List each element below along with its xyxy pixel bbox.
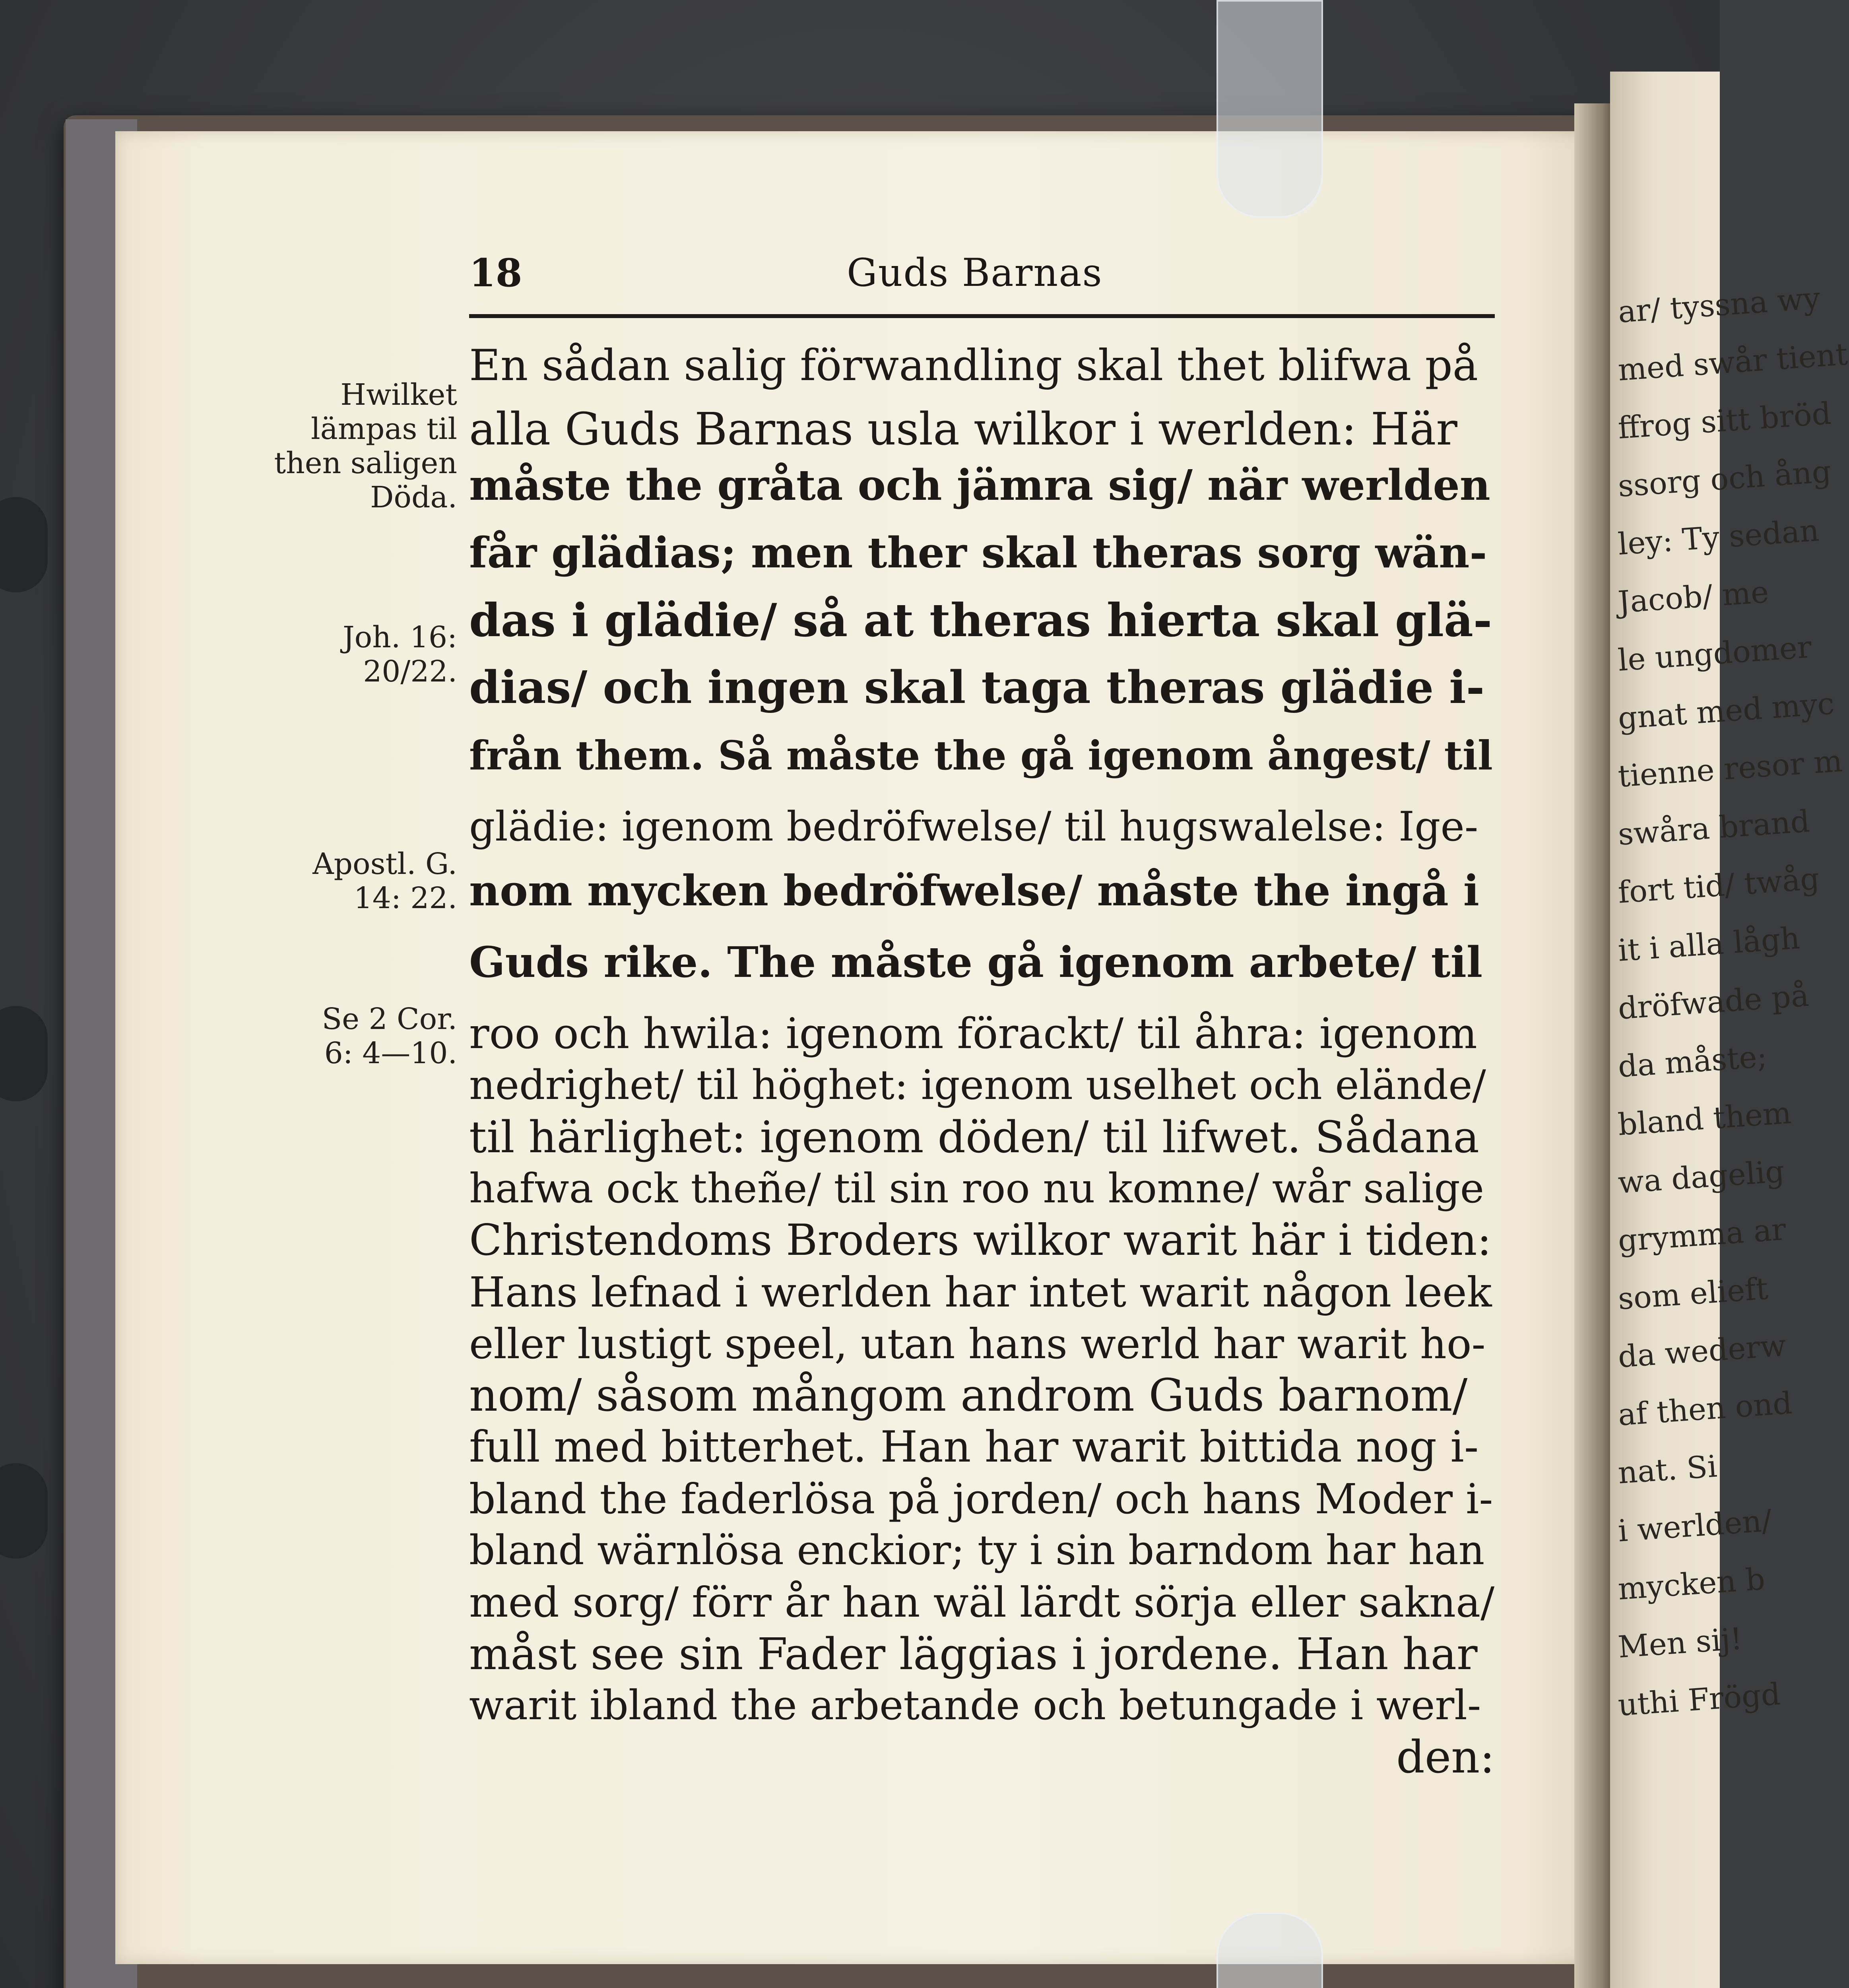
text-line: från them. Så måste the gå igenom ångest/ til xyxy=(469,732,1493,779)
facing-page-line: da måste; xyxy=(1616,1038,1768,1084)
facing-page xyxy=(1610,72,1849,1988)
margin-note xyxy=(258,847,457,915)
text-line: får glädias; men ther skal theras sorg wän- xyxy=(469,528,1487,577)
facing-page-line: Men sij! xyxy=(1616,1621,1744,1665)
text-line: glädie: igenom bedröfwelse/ til hugswalelse: Ige- xyxy=(469,803,1478,850)
text-line: das i glädie/ så at theras hierta skal glä- xyxy=(469,594,1492,647)
facing-page-line: it i alla lågh xyxy=(1616,920,1801,968)
page-number: 18 xyxy=(469,250,522,295)
text-line: måst see sin Fader läggias i jordene. Han har xyxy=(469,1629,1478,1679)
text-line: med sorg/ förr år han wäl lärdt sörja eller sakna/ xyxy=(469,1578,1495,1627)
facing-page-line: swåra brand xyxy=(1616,803,1811,852)
margin-note-line: Joh. 16: xyxy=(342,620,457,654)
facing-page-line: le ungdomer xyxy=(1616,629,1813,678)
binding-hole xyxy=(0,1463,48,1559)
facing-page-line: uthi Frögd xyxy=(1616,1676,1782,1723)
header-rule xyxy=(469,314,1495,318)
facing-page-line: tienne resor m xyxy=(1616,743,1844,794)
text-line: måste the gråta och jämra sig/ när werlden xyxy=(469,460,1490,510)
facing-page-line: af then ond xyxy=(1616,1385,1793,1433)
margin-note-line: 6: 4—10. xyxy=(324,1036,457,1070)
scanner-clip xyxy=(1216,0,1323,218)
margin-note-line: Se 2 Cor. xyxy=(322,1002,457,1036)
facing-page-line: ley: Ty sedan xyxy=(1616,512,1820,562)
facing-page-line: som elieft xyxy=(1616,1270,1769,1316)
scanner-clip xyxy=(1216,1912,1323,1988)
facing-page-line: fort tid/ twåg xyxy=(1616,860,1821,910)
margin-note-line: Hwilket xyxy=(340,378,457,412)
facing-page-line: da wederw xyxy=(1616,1327,1787,1375)
text-line: Christendoms Broders wilkor warit här i tiden: xyxy=(469,1215,1492,1265)
facing-page-line: ar/ tyssna wy xyxy=(1616,280,1822,330)
margin-note xyxy=(258,1002,457,1070)
margin-note xyxy=(258,378,457,514)
text-line: bland the faderlösa på jorden/ och hans Moder i- xyxy=(469,1475,1493,1523)
text-line: Hans lefnad i werlden har intet warit någon leek xyxy=(469,1268,1492,1316)
text-line: En sådan salig förwandling skal thet blifwa på xyxy=(469,341,1478,390)
facing-page-line: i werlden/ xyxy=(1616,1503,1773,1549)
facing-page-line: grymma ar xyxy=(1616,1211,1787,1258)
text-line: bland wärnlösa enckior; ty i sin barndom har han xyxy=(469,1527,1485,1574)
facing-page-line: wa dagelig xyxy=(1616,1153,1786,1200)
text-line: eller lustigt speel, utan hans werld har warit ho- xyxy=(469,1320,1486,1368)
text-line: dias/ och ingen skal taga theras glädie i- xyxy=(469,662,1485,714)
facing-page-line: med swår tient xyxy=(1616,336,1849,388)
text-line: roo och hwila: igenom förackt/ til åhra: igenom xyxy=(469,1009,1477,1058)
text-line: full med bitterhet. Han har warit bittida nog i- xyxy=(469,1422,1479,1472)
facing-page-line: mycken b xyxy=(1616,1561,1766,1607)
facing-page-line: ssorg och ång xyxy=(1616,453,1833,504)
margin-note xyxy=(258,620,457,689)
margin-note-line: 14: 22. xyxy=(353,881,457,915)
text-line: nom/ såsom mångom androm Guds barnom/ xyxy=(469,1370,1468,1421)
margin-note-line: Apostl. G. xyxy=(312,847,457,881)
text-line: alla Guds Barnas usla wilkor i werlden: Här xyxy=(469,404,1457,455)
facing-page-line: Jacob/ me xyxy=(1616,574,1770,620)
margin-note-line: lämpas til xyxy=(310,412,457,446)
facing-page-line: bland them xyxy=(1616,1095,1793,1142)
margin-note-line: then saligen xyxy=(274,446,457,480)
text-line: warit ibland the arbetande och betungade i werl- xyxy=(469,1682,1481,1729)
facing-page-line: ffrog sitt bröd xyxy=(1616,395,1832,446)
facing-page-line: dröfwade på xyxy=(1616,977,1810,1026)
margin-note-line: 20/22. xyxy=(363,654,457,689)
facing-page-line: gnat med myc xyxy=(1616,685,1835,736)
facing-page-line: nat. Si xyxy=(1616,1448,1718,1491)
catchword: den: xyxy=(1396,1732,1495,1783)
margin-note-line: Döda. xyxy=(370,480,457,514)
text-line: Guds rike. The måste gå igenom arbete/ til xyxy=(469,937,1483,987)
binding-hole xyxy=(0,497,48,592)
page-header xyxy=(469,250,1495,294)
text-line: nedrighet/ til höghet: igenom uselhet och elände/ xyxy=(469,1062,1486,1109)
text-line: til härlighet: igenom döden/ til lifwet. Sådana xyxy=(469,1112,1479,1163)
text-line: hafwa ock theñe/ til sin roo nu komne/ wår salige xyxy=(469,1165,1484,1212)
running-title: Guds Barnas xyxy=(847,250,1103,295)
binding-hole xyxy=(0,1006,48,1101)
text-line: nom mycken bedröfwelse/ måste the ingå i xyxy=(469,866,1479,915)
